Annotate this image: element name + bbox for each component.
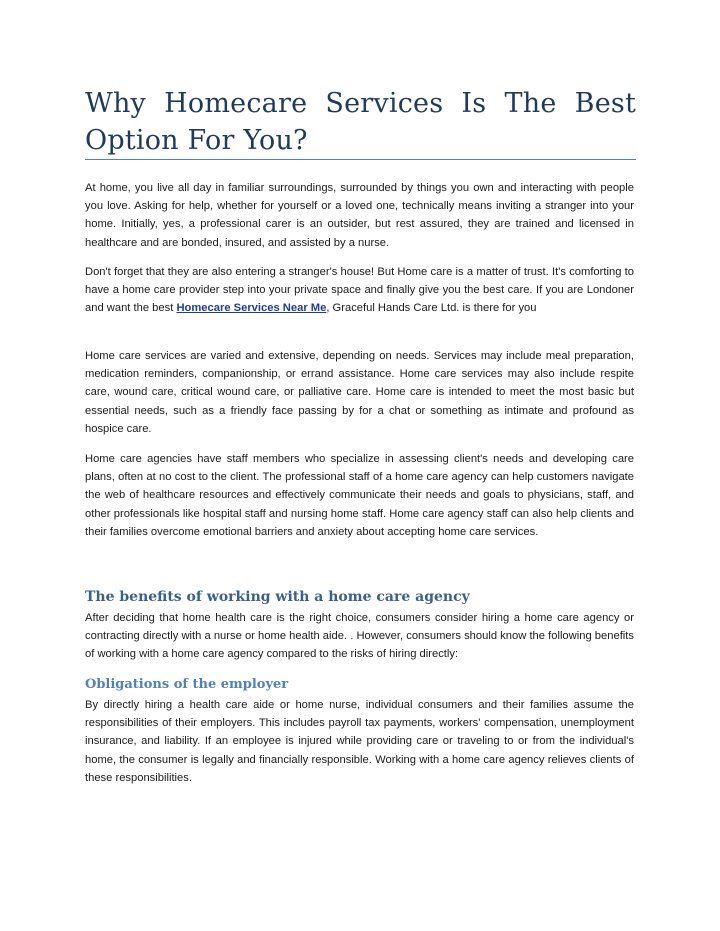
paragraph-benefits: After deciding that home health care is the right choice, consumers consider hiring a home care agency or contracting directly with a nurse or home health aide. . However, consumers should know the following benefits of working with a home care agency compared to the risks of hiring directly: — [85, 612, 634, 661]
paragraph-services: Home care services are varied and extensive, depending on needs. Services may include meal preparation, medication reminders, companionship, or errand assistance. Home care services may also include respite care, wound care, critical wound care, or palliative care. Home care is intended to meet the most basic but essential needs, such as a friendly face passing by for a chat or something as intimate and profound as hospice care. — [85, 350, 634, 435]
section-heading: The benefits of working with a home care agency — [85, 589, 470, 605]
homecare-services-link[interactable]: Homecare Services Near Me — [176, 302, 327, 315]
paragraph-trust-text-1: Don't forget that they are also entering a stranger's house! But Home care is a matter of trust. It's comforting to have a home care provider step into your private space and finally give you the best care. If you are Londoner and want the best — [85, 266, 634, 315]
page-title — [85, 85, 636, 159]
paragraph-intro: At home, you live all day in familiar surroundings, surrounded by things you own and interacting with people you love. Asking for help, whether for yourself or a loved one, technically means inviting a stranger into your home. Initially, yes, a professional carer is an outsider, but rest assured, they are trained and licensed in healthcare and are bonded, insured, and assisted by a nurse. — [85, 182, 634, 249]
paragraph-agencies: Home care agencies have staff members who specialize in assessing client's needs and developing care plans, often at no cost to the client. The professional staff of a home care agency can help customers navigate the web of healthcare resources and effectively communicate their needs and goals to physicians, staff, and other professionals like hospital staff and nursing home staff. Home care agency staff can also help clients and their families overcome emotional barriers and anxiety about accepting home care services. — [85, 453, 634, 538]
title-line-2: Option For You? — [85, 125, 308, 156]
paragraph-trust-text-2: , Graceful Hands Care Ltd. is there for you — [326, 302, 537, 315]
subsection-heading: Obligations of the employer — [85, 677, 289, 692]
title-line-1: Why Homecare Services Is The Best — [85, 88, 636, 119]
paragraph-obligations: By directly hiring a health care aide or home nurse, individual consumers and their families assume the responsibilities of their employers. This includes payroll tax payments, workers' compensation, unemployment insurance, and liability. If an employee is injured while providing care or traveling to or from the individual's home, the consumer is legally and financially responsible. Working with a home care agency relieves clients of these responsibilities. — [85, 699, 634, 784]
paragraph-trust — [85, 263, 634, 318]
title-divider — [85, 159, 636, 160]
